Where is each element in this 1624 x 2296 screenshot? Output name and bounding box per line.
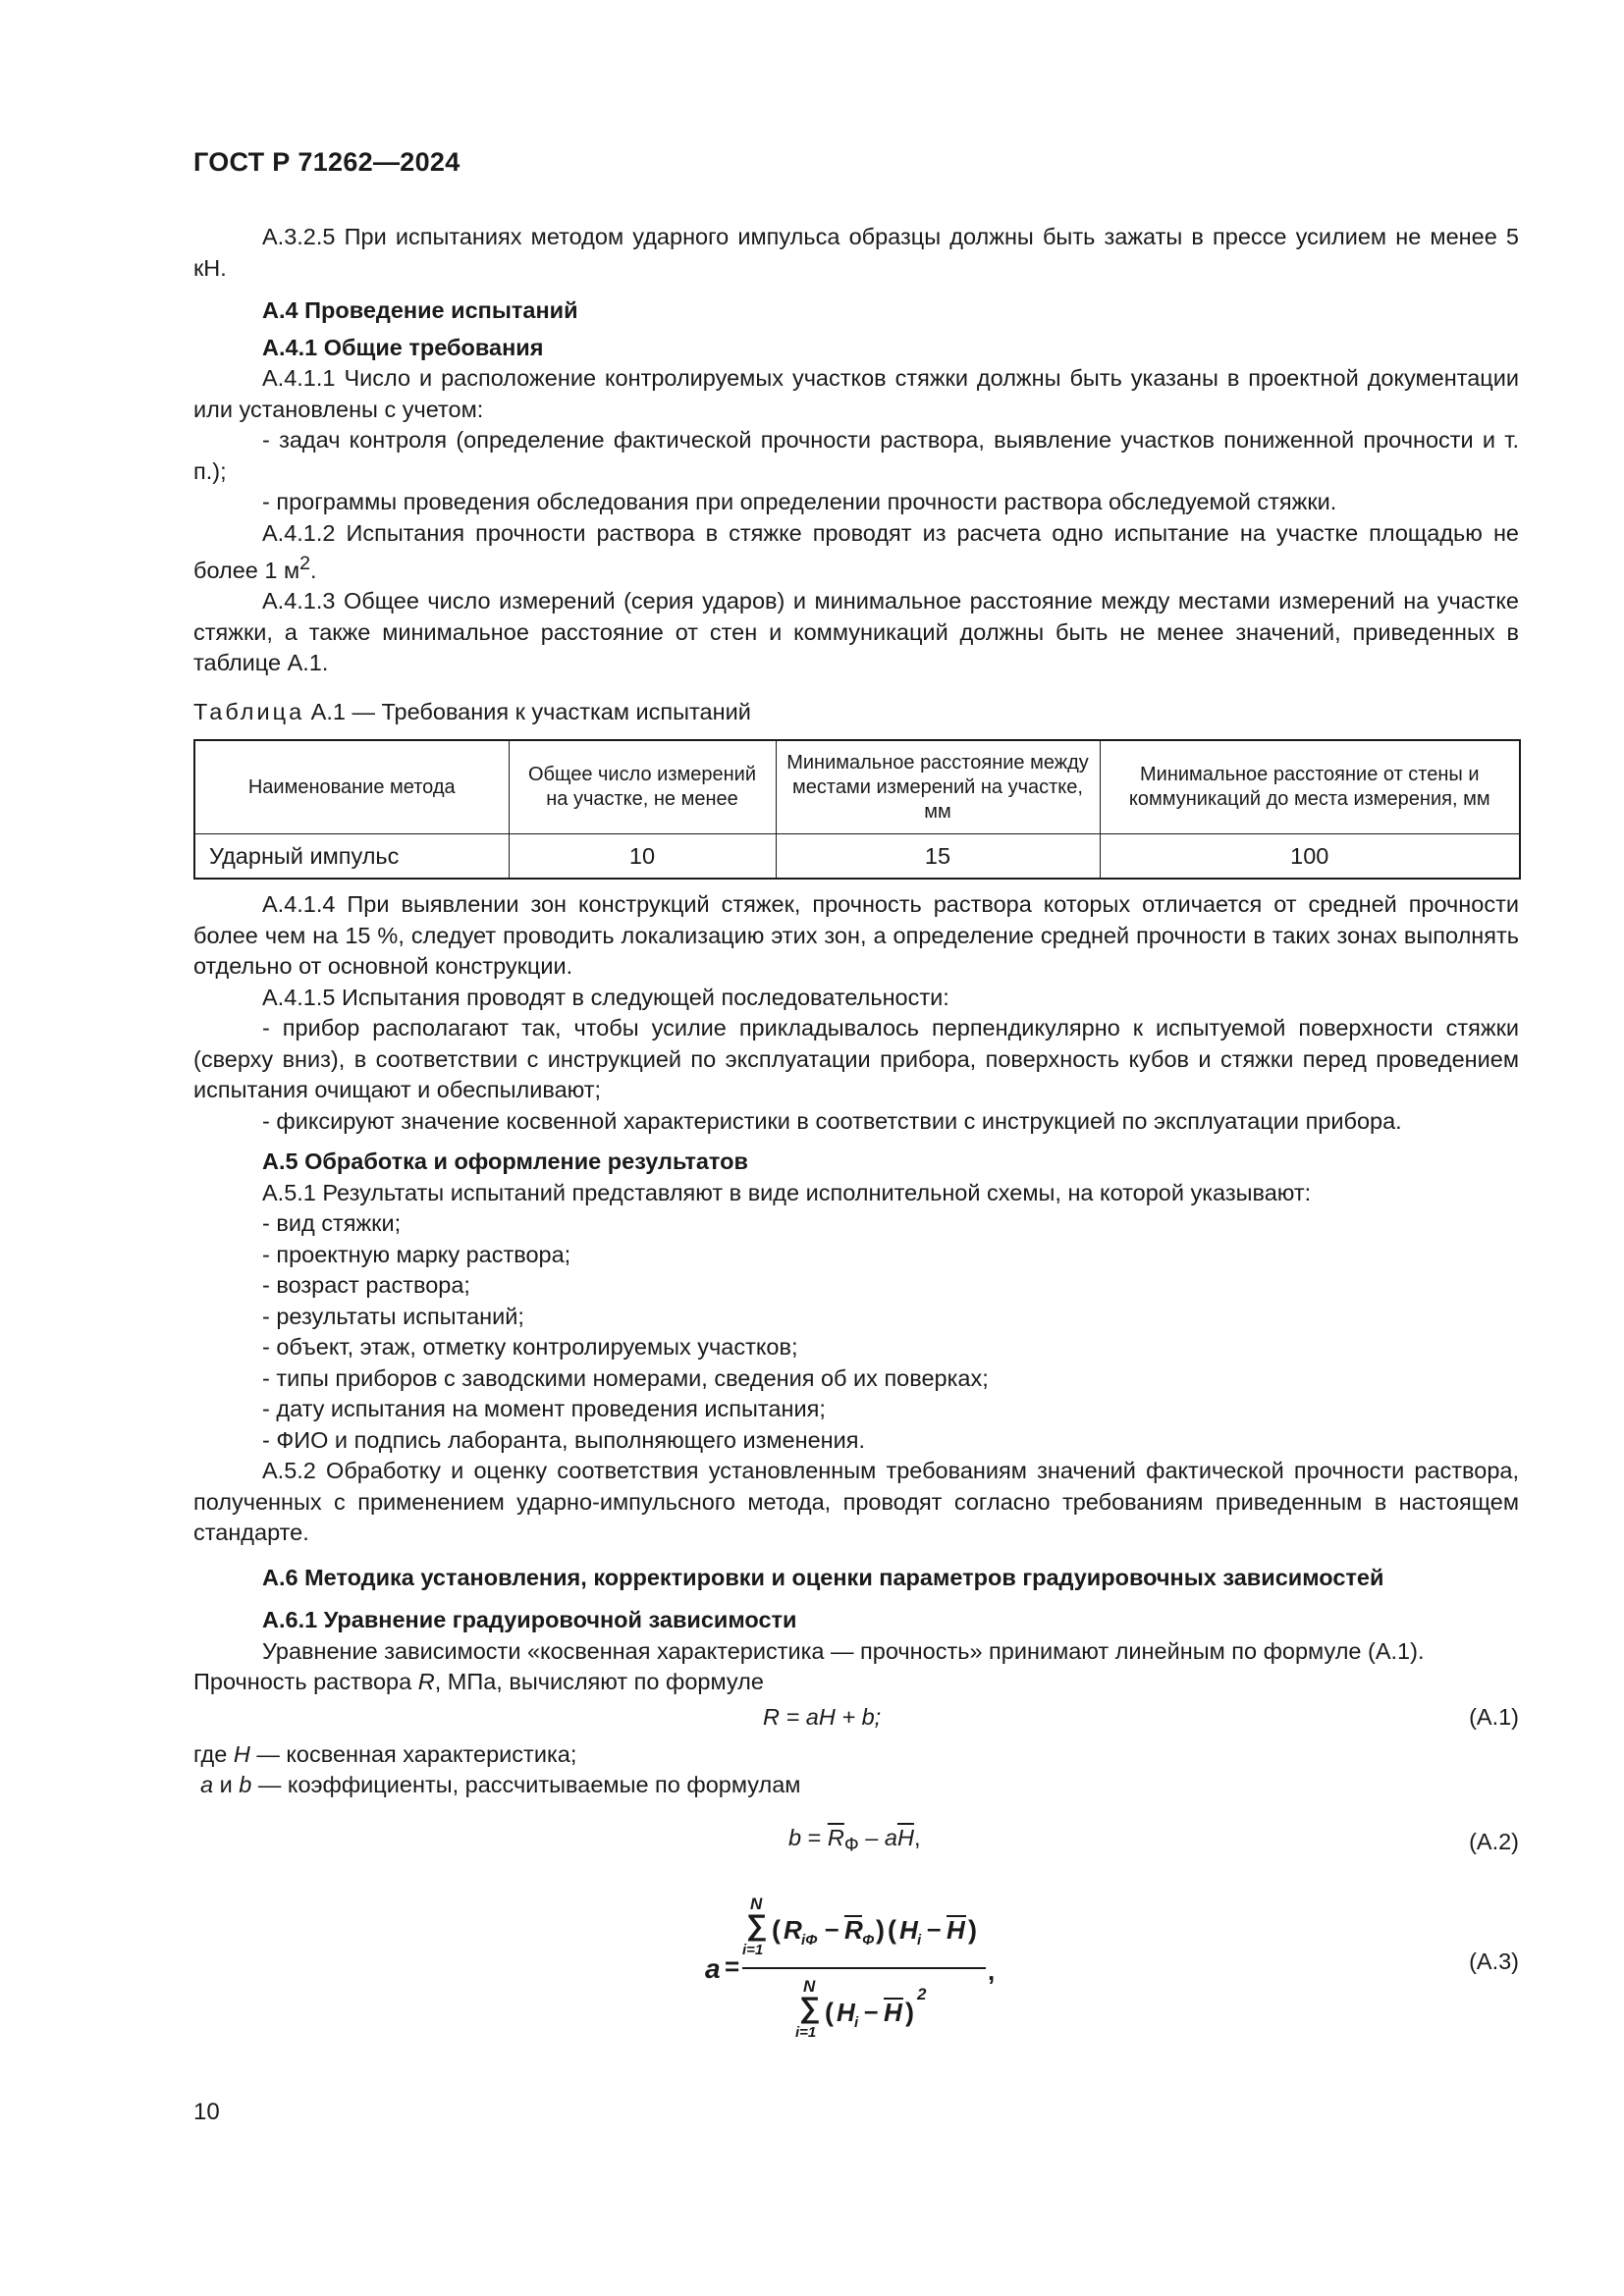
svg-text:(: ( <box>825 1997 834 2027</box>
svg-text:–: – <box>825 1912 839 1943</box>
eq3-a: a <box>705 1952 721 1984</box>
svg-text:–: – <box>927 1912 942 1943</box>
table-caption <box>193 697 1519 728</box>
list-item: - объект, этаж, отметку контролируемых участков; <box>262 1334 798 1361</box>
paragraph-a325: А.3.2.5 При испытаниях методом ударного импульса образцы должны быть зажаты в прессе усилием не менее 5 кН. <box>193 224 1519 281</box>
svg-text:R: R <box>844 1914 863 1945</box>
eq3-den-ilim: i=1 <box>795 2023 817 2041</box>
paragraph-a413: А.4.1.3 Общее число измерений (серия ударов) и минимальное расстояние между местами измерений на участке стяжки, а также минимальное расстояние от стен и коммуникаций должны быть не менее значений, приведенных в таблице А.1. <box>193 588 1519 676</box>
symbol-b: b <box>239 1772 252 1798</box>
text: где <box>193 1740 234 1767</box>
heading-a6: А.6 Методика установления, корректировки и оценки параметров градуировочных зависимостей <box>262 1564 1384 1590</box>
symbol-a: a <box>200 1772 214 1798</box>
svg-text:): ) <box>968 1914 977 1945</box>
list-item: - возраст раствора; <box>262 1272 470 1299</box>
paragraph-a51: А.5.1 Результаты испытаний представляют в виде исполнительной схемы, на которой указывают: <box>262 1179 1312 1205</box>
paragraph-a52: А.5.2 Обработку и оценку соответствия установленным требованиям значений фактической прочности раствора, полученных с применением ударно-импульсного метода, проводят согласно требованиям приведенным в настоящем стандарте. <box>193 1458 1519 1546</box>
svg-text:H: H <box>884 1997 902 2027</box>
list-item: - вид стяжки; <box>262 1210 402 1237</box>
subscript: Ф <box>843 1834 859 1856</box>
svg-text:Φ: Φ <box>862 1931 875 1949</box>
paragraph-a415: А.4.1.5 Испытания проводят в следующей последовательности: <box>262 984 949 1010</box>
document-header: ГОСТ Р 71262—2024 <box>193 147 460 177</box>
svg-text:H: H <box>899 1914 918 1945</box>
text: Прочность раствора <box>193 1669 418 1695</box>
list-item: - результаты испытаний; <box>262 1303 524 1329</box>
svg-text:H: H <box>947 1914 965 1945</box>
paragraph-a412 <box>193 518 1519 587</box>
text: — косвенная характеристика; <box>249 1740 577 1767</box>
svg-text:(: ( <box>888 1914 896 1945</box>
a412-end: . <box>310 557 317 583</box>
where-clause <box>193 1770 1519 1801</box>
eq3-comma: , <box>988 1955 996 1986</box>
table-row <box>194 834 1520 880</box>
page-number: 10 <box>193 2099 220 2125</box>
document-page <box>193 0 1519 2296</box>
heading-a41: А.4.1 Общие требования <box>262 334 544 360</box>
table-caption-word: Таблица <box>193 698 305 724</box>
symbol-H-mean: $\overline{H}$ <box>896 1824 914 1850</box>
svg-text:H: H <box>837 1997 855 2027</box>
list-item: - типы приборов с заводскими номерами, сведения об их поверках; <box>262 1364 989 1391</box>
svg-text:i: i <box>917 1931 922 1949</box>
text: = <box>801 1824 828 1850</box>
symbol-R: R <box>417 1669 435 1695</box>
symbol-H: H <box>233 1740 250 1767</box>
table-header-cell: Общее число измерений на участке, не менее <box>509 740 776 834</box>
list-item: - задач контроля (определение фактической прочности раствора, выявление участков пониженной прочности и т. п.); <box>193 427 1519 484</box>
list-item: - ФИО и подпись лаборанта, выполняющего изменения. <box>262 1426 866 1453</box>
paragraph-a61: Уравнение зависимости «косвенная характеристика — прочность» принимают линейным по формуле (А.1). <box>262 1637 1425 1664</box>
equation-a3-number: (А.3) <box>1469 1948 1519 1974</box>
list-item: - фиксируют значение косвенной характеристики в соответствии с инструкцией по эксплуатации прибора. <box>262 1107 1402 1134</box>
equation-a1-formula: R = aH + b; <box>763 1703 882 1730</box>
table-cell: 100 <box>1100 834 1520 880</box>
svg-text:i: i <box>854 2013 859 2031</box>
table-cell: Ударный импульс <box>194 834 509 880</box>
paragraph-a414: А.4.1.4 При выявлении зон конструкций стяжек, прочность раствора которых отличается от средней прочности более чем на 15 %, следует проводить локализацию этих зон, а определение средней прочности в таких зонах выполнять отдельно от основной конструкции. <box>193 891 1519 980</box>
eq3-den-sigma: ∑ <box>799 1991 821 2024</box>
eq3-num-ilim: i=1 <box>742 1941 764 1958</box>
a412-superscript: 2 <box>299 553 311 574</box>
svg-text:): ) <box>876 1914 885 1945</box>
equation-a1-number: (А.1) <box>1469 1703 1519 1730</box>
list-item: - прибор располагают так, чтобы усилие прикладывалось перпендикулярно к испытуемой поверхности стяжки (сверху вниз), в соответствии с инструкцией по эксплуатации прибора, поверхность кубов и стяжки перед проведением испытания очищают и обеспыливают; <box>193 1015 1519 1103</box>
a412-text: А.4.1.2 Испытания прочности раствора в стяжке проводят из расчета одно испытание на участке площадью не более 1 м <box>193 519 1519 583</box>
text: , <box>913 1824 921 1850</box>
svg-text:): ) <box>905 1997 914 2027</box>
eq3-num-sigma: ∑ <box>746 1908 768 1942</box>
requirements-table <box>193 739 1521 880</box>
eq3-num-N: N <box>750 1894 763 1913</box>
list-item: - программы проведения обследования при определении прочности раствора обследуемой стяжки. <box>262 489 1337 514</box>
eq3-num-paren-open: ( <box>772 1914 781 1945</box>
table-header-cell: Наименование метода <box>194 740 509 834</box>
heading-a5: А.5 Обработка и оформление результатов <box>262 1148 748 1175</box>
eq3-equals: = <box>725 1950 740 1981</box>
equation-a2 <box>193 1823 1519 1870</box>
table-cell: 15 <box>776 834 1100 880</box>
eq3-power: 2 <box>917 1984 927 2003</box>
text: – a <box>858 1824 897 1850</box>
svg-text:R: R <box>784 1914 802 1945</box>
heading-a4: А.4 Проведение испытаний <box>262 297 578 323</box>
symbol-R-mean: $\overline{R}$ <box>827 1824 844 1850</box>
table-caption-rest: А.1 — Требования к участкам испытаний <box>304 698 751 724</box>
equation-a2-formula <box>788 1823 920 1861</box>
text: и <box>213 1772 240 1798</box>
table-header-row <box>194 740 1520 834</box>
table-header-cell: Минимальное расстояние от стены и коммуникаций до места измерения, мм <box>1100 740 1520 834</box>
svg-text:iΦ: iΦ <box>801 1931 818 1949</box>
equation-a1 <box>193 1702 1519 1735</box>
heading-a61: А.6.1 Уравнение градуировочной зависимости <box>262 1607 797 1633</box>
symbol-b: b <box>788 1824 802 1850</box>
list-item: - дату испытания на момент проведения испытания; <box>262 1396 826 1422</box>
body-text <box>193 222 1519 2043</box>
eq3-den-N: N <box>803 1976 816 1996</box>
equation-a3 <box>193 1890 1519 2043</box>
equation-a2-number: (А.2) <box>1469 1828 1519 1854</box>
paragraph-a411: А.4.1.1 Число и расположение контролируемых участков стяжки должны быть указаны в проектной документации или установлены с учетом: <box>193 365 1519 422</box>
text: — коэффициенты, рассчитываемые по формулам <box>251 1772 801 1798</box>
text: , МПа, вычисляют по формуле <box>434 1669 764 1695</box>
where-clause <box>193 1739 1519 1771</box>
table-header-cell: Минимальное расстояние между местами измерений на участке, мм <box>776 740 1100 834</box>
table-cell: 10 <box>509 834 776 880</box>
paragraph-a61-formula-intro <box>193 1667 1519 1698</box>
equation-a3-formula <box>699 1890 1013 2043</box>
svg-text:–: – <box>864 1995 879 2025</box>
list-item: - проектную марку раствора; <box>262 1241 571 1267</box>
